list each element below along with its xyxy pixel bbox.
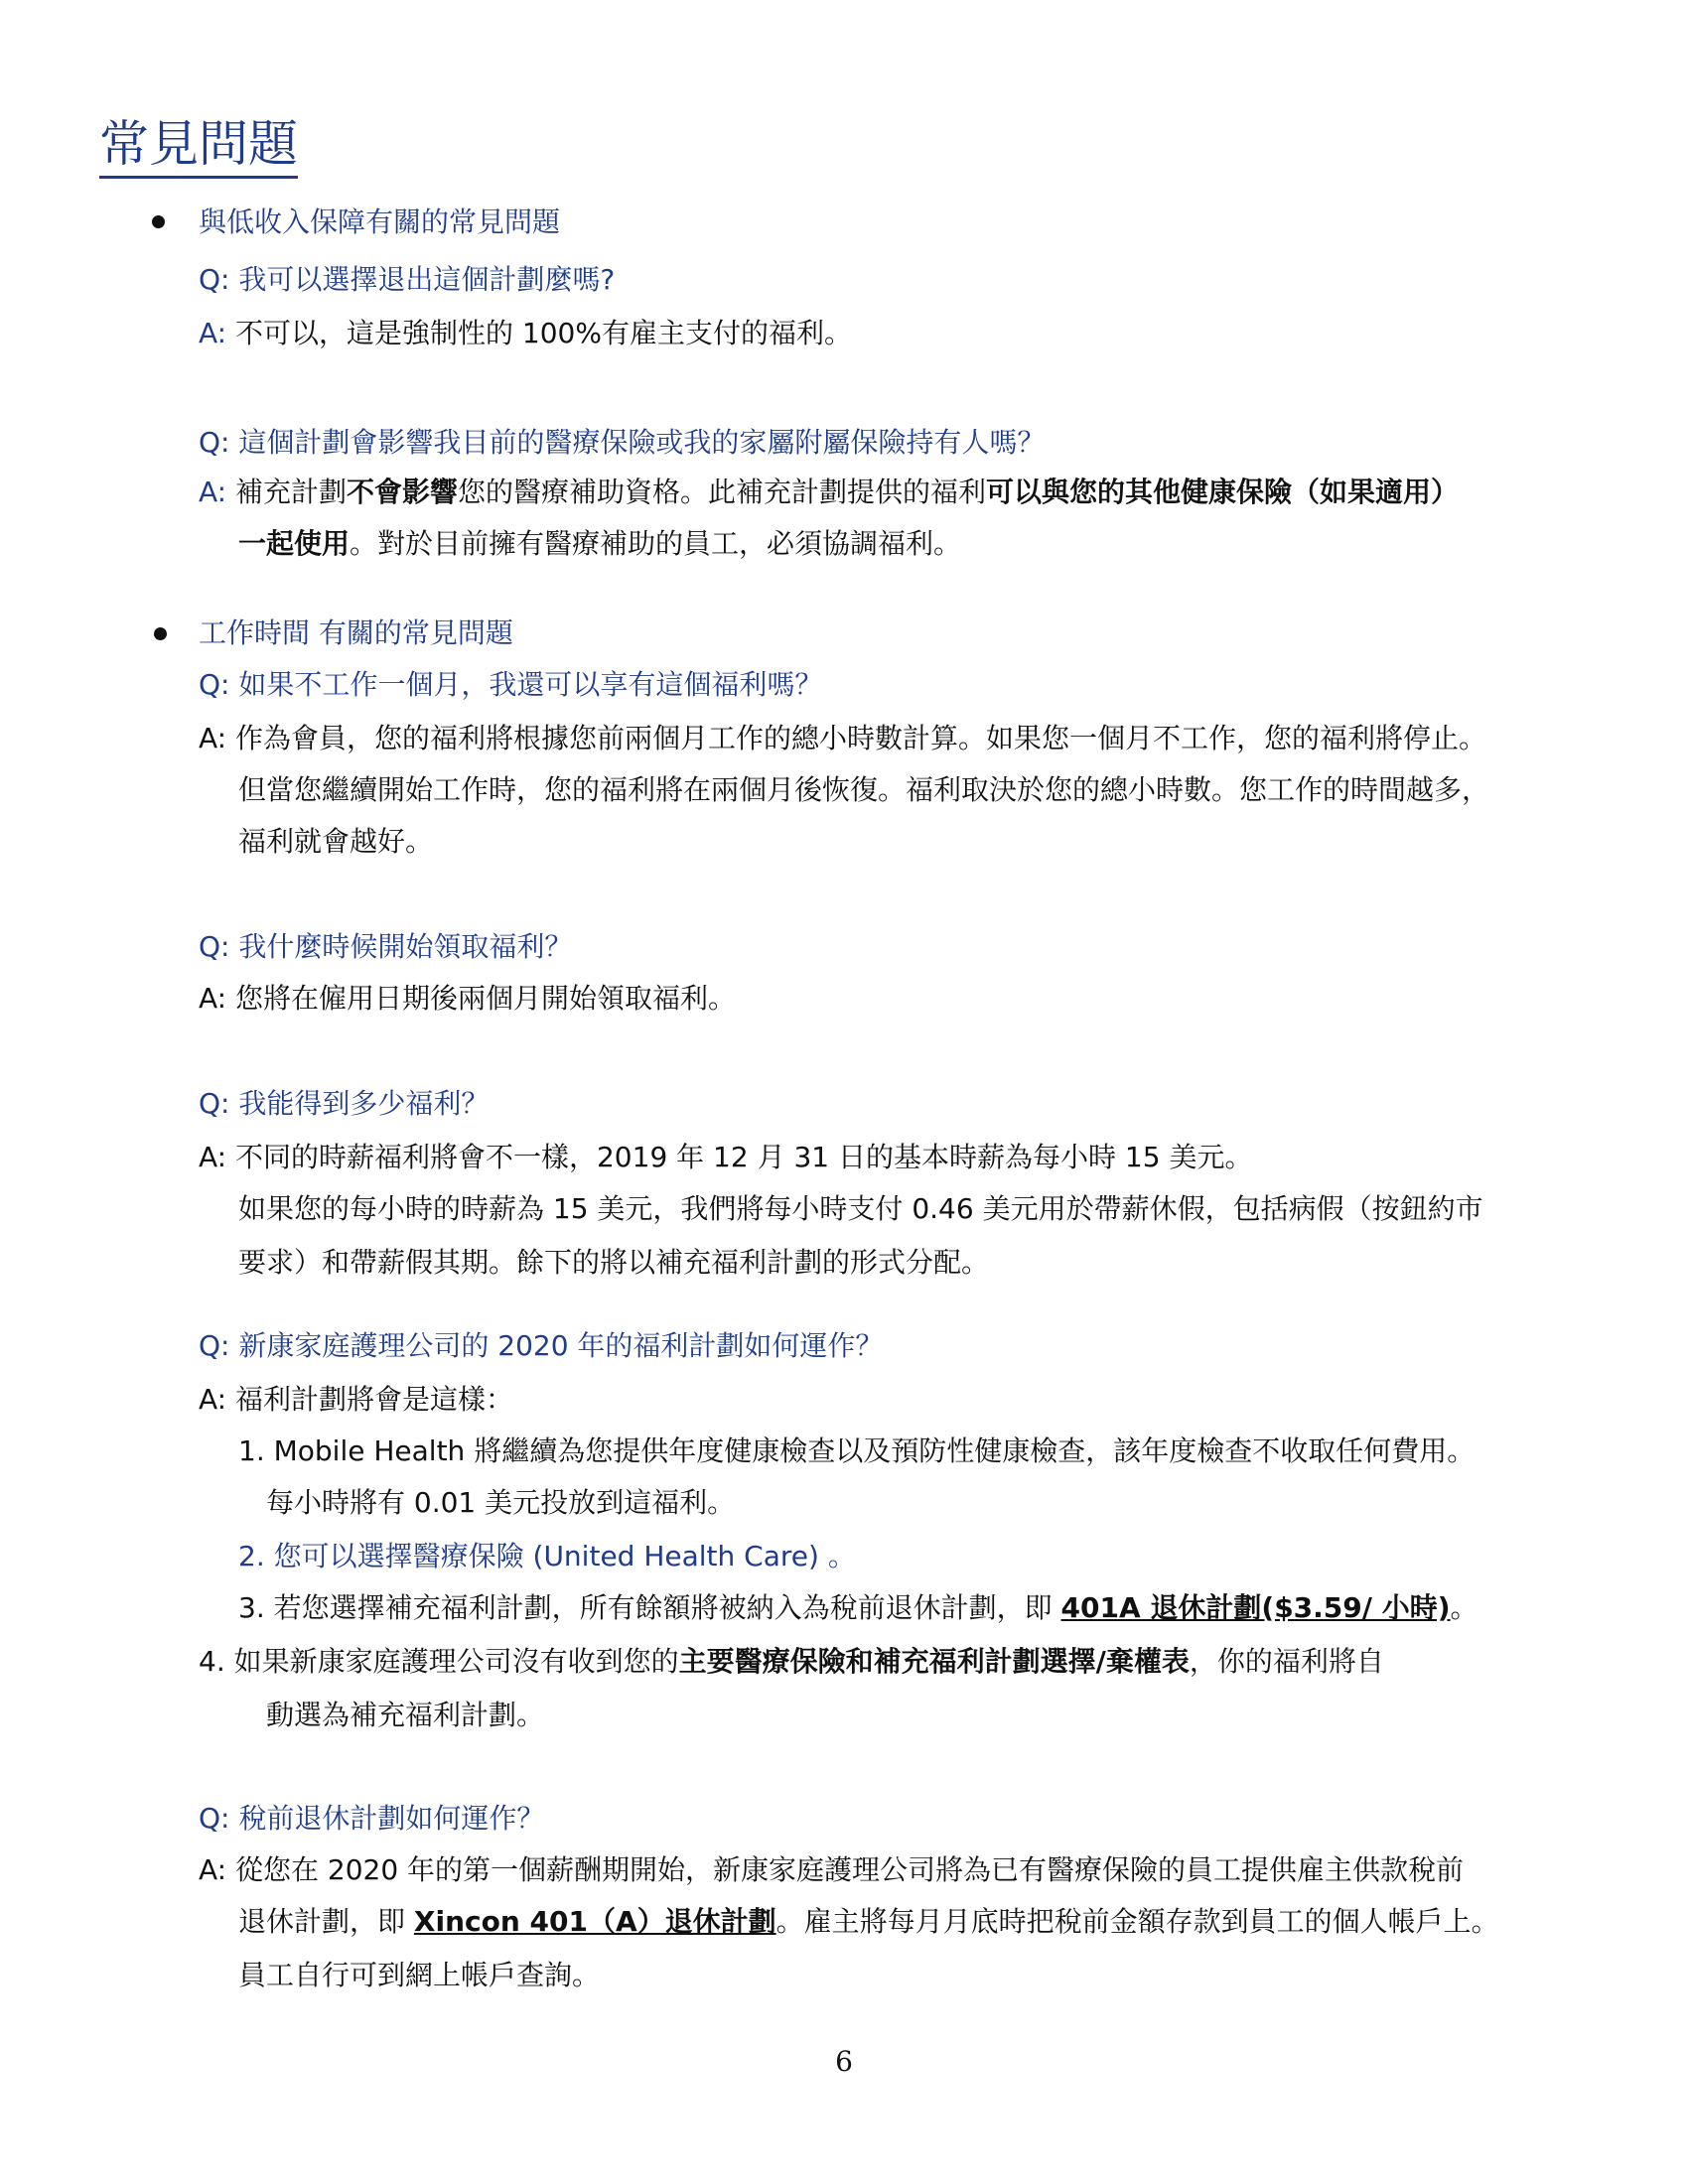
answer-insurance-impact-line1	[199, 475, 1459, 510]
answer-how-much-line1: A: 不同的時薪福利將會不一樣，2019 年 12 月 31 日的基本時薪為每小時 15 美元。	[199, 1141, 1253, 1173]
answer-how-much-line3: 要求）和帶薪假其期。餘下的將以補充福利計劃的形式分配。	[238, 1246, 990, 1279]
plan-item-1-line1: 1. Mobile Health 將繼續為您提供年度健康檢查以及預防性健康檢查，該年度檢查不收取任何費用。	[238, 1434, 1476, 1467]
answer-pretax-line2	[238, 1904, 1499, 1940]
answer-not-working-line3: 福利就會越好。	[238, 825, 434, 858]
question-not-working: Q: 如果不工作一個月，我還可以享有這個福利嗎？	[199, 668, 823, 701]
plan-item-3	[238, 1590, 1478, 1626]
plan-item-4-line1	[199, 1644, 1384, 1680]
answer-emphasis: 可以與您的其他健康保險（如果適用）	[986, 476, 1460, 508]
plan-item-2: 2. 您可以選擇醫療保險 (United Health Care) 。	[238, 1540, 856, 1572]
answer-text: 不可以，這是強制性的 100%有雇主支付的福利。	[226, 317, 852, 349]
answer-opt-out	[199, 316, 852, 351]
item-emphasis: 主要醫療保險和補充福利計劃選擇/棄權表	[678, 1645, 1190, 1678]
answer-pretax-line3: 員工自行可到網上帳戶查詢。	[238, 1959, 601, 1991]
bullet-2	[154, 627, 167, 640]
answer-text: 補充計劃	[226, 476, 348, 508]
question-pretax-retirement: Q: 稅前退休計劃如何運作？	[199, 1802, 545, 1835]
question-when-start: Q: 我什麼時候開始領取福利？	[199, 930, 573, 963]
question-opt-out: Q: 我可以選擇退出這個計劃麼嗎?	[199, 263, 616, 296]
answer-pretax-line1: A: 從您在 2020 年的第一個薪酬期開始，新康家庭護理公司將為已有醫療保險的員工提供雇主供款稅前	[199, 1853, 1465, 1886]
answer-emphasis: 一起使用	[238, 527, 351, 560]
item-text: ，你的福利將自	[1189, 1645, 1384, 1678]
question-insurance-impact: Q: 這個計劃會影響我目前的醫療保險或我的家屬附屬保險持有人嗎？	[199, 426, 1046, 459]
answer-label: A:	[199, 317, 227, 349]
answer-text: 。對於目前擁有醫療補助的員工，必須協調福利。	[350, 527, 962, 560]
bullet-1	[152, 215, 165, 228]
plan-item-1-line2: 每小時將有 0.01 美元投放到這福利。	[266, 1486, 736, 1519]
answer-text: 您的醫療補助資格。此補充計劃提供的福利	[458, 476, 987, 508]
answer-2020-plan: A: 福利計劃將會是這樣：	[199, 1383, 513, 1416]
retirement-plan-xincon: Xincon 401（A）退休計劃	[413, 1905, 776, 1938]
page-number: 6	[835, 2045, 853, 2078]
section-heading-low-income: 與低收入保障有關的常見問題	[199, 205, 561, 238]
answer-text: 。雇主將每月月底時把稅前金額存款到員工的個人帳戶上。	[775, 1905, 1499, 1938]
plan-item-4-line2: 動選為補充福利計劃。	[266, 1699, 545, 1731]
answer-not-working-line2: 但當您繼續開始工作時，您的福利將在兩個月後恢復。福利取決於您的總小時數。您工作的時間越多，	[238, 773, 1490, 806]
page-title: 常見問題	[99, 117, 298, 179]
answer-label: A:	[199, 476, 227, 508]
answer-text: 退休計劃，即	[238, 1905, 414, 1938]
question-2020-plan: Q: 新康家庭護理公司的 2020 年的福利計劃如何運作？	[199, 1329, 884, 1362]
answer-emphasis: 不會影響	[347, 476, 459, 508]
item-text: 4. 如果新康家庭護理公司沒有收到您的	[199, 1645, 679, 1678]
question-how-much: Q: 我能得到多少福利？	[199, 1087, 490, 1120]
answer-not-working-line1: A: 作為會員，您的福利將根據您前兩個月工作的總小時數計算。如果您一個月不工作，您的福利將停止。	[199, 722, 1487, 754]
answer-insurance-impact-line2	[238, 526, 961, 562]
answer-when-start: A: 您將在僱用日期後兩個月開始領取福利。	[199, 982, 736, 1015]
section-heading-work-hours: 工作時間 有關的常見問題	[199, 616, 513, 649]
retirement-plan-401a: 401A 退休計劃($3.59/ 小時)	[1060, 1591, 1451, 1624]
item-text: 。	[1450, 1591, 1478, 1624]
answer-how-much-line2: 如果您的每小時的時薪為 15 美元，我們將每小時支付 0.46 美元用於帶薪休假，包括病假（按鈕約市	[238, 1192, 1483, 1225]
item-text: 3. 若您選擇補充福利計劃，所有餘額將被納入為稅前退休計劃，即	[238, 1591, 1061, 1624]
